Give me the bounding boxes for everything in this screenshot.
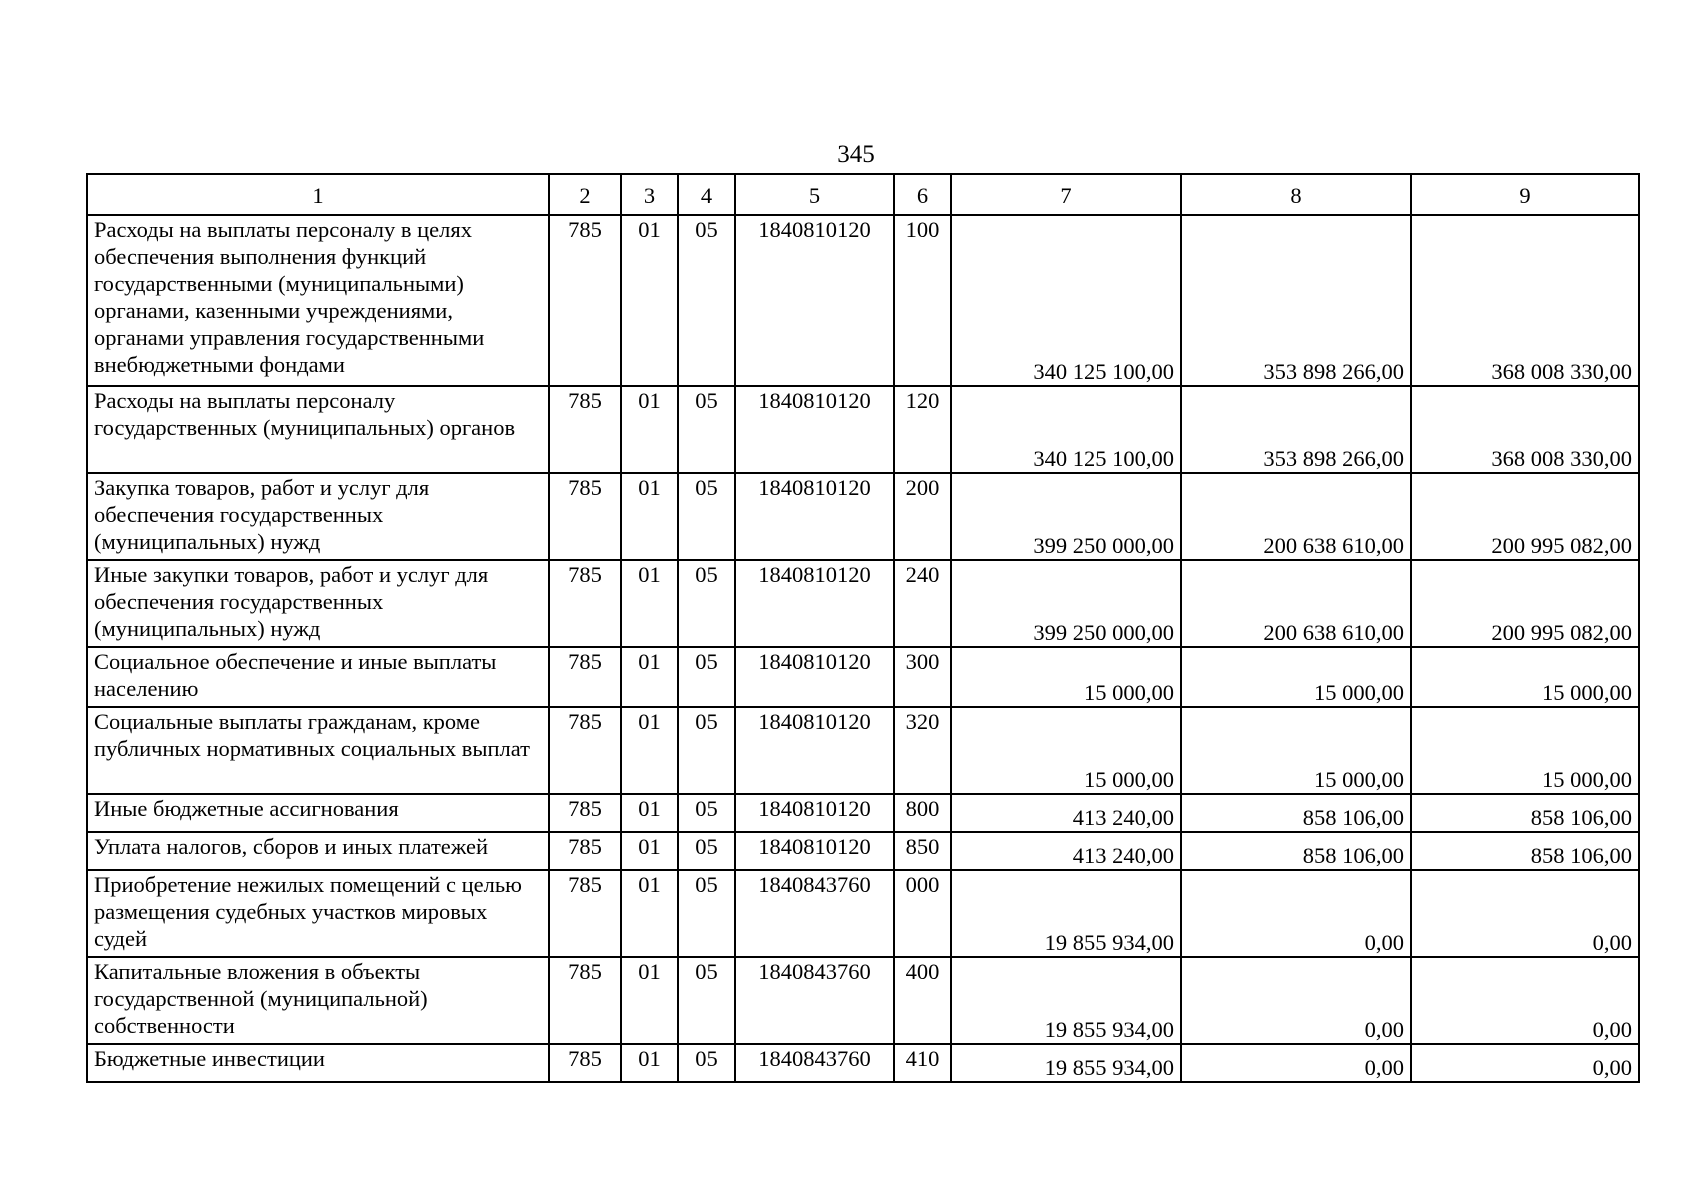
code-cell: 120 — [894, 386, 951, 473]
amount-cell: 399 250 000,00 — [951, 473, 1181, 560]
code-cell: 785 — [549, 870, 621, 957]
code-cell: 240 — [894, 560, 951, 647]
row-name: Закупка товаров, работ и услуг для обеспечения государственных (муниципальных) нужд — [87, 473, 549, 560]
table-row — [87, 957, 1639, 1044]
amount-cell: 15 000,00 — [1181, 647, 1411, 707]
code-cell: 05 — [678, 560, 735, 647]
amount-cell: 858 106,00 — [1411, 794, 1639, 832]
code-cell: 785 — [549, 647, 621, 707]
code-cell: 01 — [621, 215, 678, 386]
code-cell: 01 — [621, 870, 678, 957]
code-cell: 300 — [894, 647, 951, 707]
code-cell: 785 — [549, 794, 621, 832]
amount-cell: 200 638 610,00 — [1181, 473, 1411, 560]
amount-cell: 200 995 082,00 — [1411, 560, 1639, 647]
amount-cell: 0,00 — [1411, 957, 1639, 1044]
table-row — [87, 832, 1639, 870]
code-cell: 01 — [621, 794, 678, 832]
code-cell: 05 — [678, 647, 735, 707]
budget-table — [86, 173, 1640, 1083]
amount-cell: 368 008 330,00 — [1411, 215, 1639, 386]
code-cell: 1840810120 — [735, 832, 894, 870]
code-cell: 850 — [894, 832, 951, 870]
row-name: Социальное обеспечение и иные выплаты населению — [87, 647, 549, 707]
amount-cell: 340 125 100,00 — [951, 215, 1181, 386]
code-cell: 01 — [621, 957, 678, 1044]
amount-cell: 200 638 610,00 — [1181, 560, 1411, 647]
row-name: Капитальные вложения в объекты государственной (муниципальной) собственности — [87, 957, 549, 1044]
amount-cell: 200 995 082,00 — [1411, 473, 1639, 560]
code-cell: 785 — [549, 215, 621, 386]
amount-cell: 19 855 934,00 — [951, 957, 1181, 1044]
code-cell: 01 — [621, 1044, 678, 1082]
table-row — [87, 794, 1639, 832]
amount-cell: 15 000,00 — [1181, 707, 1411, 794]
code-cell: 05 — [678, 794, 735, 832]
row-name: Уплата налогов, сборов и иных платежей — [87, 832, 549, 870]
code-cell: 01 — [621, 832, 678, 870]
code-cell: 1840810120 — [735, 473, 894, 560]
code-cell: 1840810120 — [735, 794, 894, 832]
row-name: Социальные выплаты гражданам, кроме публичных нормативных социальных выплат — [87, 707, 549, 794]
amount-cell: 15 000,00 — [1411, 647, 1639, 707]
code-cell: 01 — [621, 560, 678, 647]
code-cell: 1840843760 — [735, 1044, 894, 1082]
code-cell: 01 — [621, 647, 678, 707]
code-cell: 785 — [549, 473, 621, 560]
amount-cell: 368 008 330,00 — [1411, 386, 1639, 473]
code-cell: 1840810120 — [735, 386, 894, 473]
code-cell: 785 — [549, 957, 621, 1044]
row-name: Расходы на выплаты персоналу государственных (муниципальных) органов — [87, 386, 549, 473]
column-header: 2 — [549, 174, 621, 215]
amount-cell: 19 855 934,00 — [951, 870, 1181, 957]
code-cell: 1840810120 — [735, 647, 894, 707]
amount-cell: 0,00 — [1181, 957, 1411, 1044]
amount-cell: 19 855 934,00 — [951, 1044, 1181, 1082]
column-header: 8 — [1181, 174, 1411, 215]
code-cell: 100 — [894, 215, 951, 386]
amount-cell: 858 106,00 — [1181, 794, 1411, 832]
amount-cell: 858 106,00 — [1181, 832, 1411, 870]
amount-cell: 15 000,00 — [1411, 707, 1639, 794]
code-cell: 01 — [621, 386, 678, 473]
column-header: 5 — [735, 174, 894, 215]
code-cell: 785 — [549, 1044, 621, 1082]
amount-cell: 413 240,00 — [951, 794, 1181, 832]
code-cell: 200 — [894, 473, 951, 560]
row-name: Бюджетные инвестиции — [87, 1044, 549, 1082]
amount-cell: 0,00 — [1181, 870, 1411, 957]
amount-cell: 15 000,00 — [951, 707, 1181, 794]
code-cell: 05 — [678, 1044, 735, 1082]
code-cell: 400 — [894, 957, 951, 1044]
amount-cell: 858 106,00 — [1411, 832, 1639, 870]
amount-cell: 0,00 — [1411, 870, 1639, 957]
amount-cell: 15 000,00 — [951, 647, 1181, 707]
code-cell: 05 — [678, 386, 735, 473]
code-cell: 1840810120 — [735, 215, 894, 386]
code-cell: 785 — [549, 560, 621, 647]
code-cell: 320 — [894, 707, 951, 794]
code-cell: 410 — [894, 1044, 951, 1082]
row-name: Приобретение нежилых помещений с целью размещения судебных участков мировых судей — [87, 870, 549, 957]
amount-cell: 353 898 266,00 — [1181, 215, 1411, 386]
amount-cell: 0,00 — [1181, 1044, 1411, 1082]
amount-cell: 413 240,00 — [951, 832, 1181, 870]
code-cell: 785 — [549, 707, 621, 794]
column-header: 4 — [678, 174, 735, 215]
table-row — [87, 647, 1639, 707]
code-cell: 1840843760 — [735, 870, 894, 957]
amount-cell: 353 898 266,00 — [1181, 386, 1411, 473]
code-cell: 05 — [678, 707, 735, 794]
amount-cell: 0,00 — [1411, 1044, 1639, 1082]
code-cell: 05 — [678, 215, 735, 386]
code-cell: 000 — [894, 870, 951, 957]
column-header: 1 — [87, 174, 549, 215]
code-cell: 05 — [678, 870, 735, 957]
code-cell: 05 — [678, 832, 735, 870]
code-cell: 01 — [621, 473, 678, 560]
column-header: 3 — [621, 174, 678, 215]
page-number: 345 — [837, 141, 875, 168]
code-cell: 785 — [549, 386, 621, 473]
code-cell: 785 — [549, 832, 621, 870]
table-row — [87, 560, 1639, 647]
table-row — [87, 870, 1639, 957]
column-header: 6 — [894, 174, 951, 215]
amount-cell: 340 125 100,00 — [951, 386, 1181, 473]
table-row — [87, 1044, 1639, 1082]
column-header: 7 — [951, 174, 1181, 215]
code-cell: 01 — [621, 707, 678, 794]
code-cell: 1840810120 — [735, 560, 894, 647]
table-row — [87, 707, 1639, 794]
table-row — [87, 386, 1639, 473]
amount-cell: 399 250 000,00 — [951, 560, 1181, 647]
header-row — [87, 174, 1639, 215]
code-cell: 05 — [678, 473, 735, 560]
code-cell: 1840810120 — [735, 707, 894, 794]
row-name: Иные закупки товаров, работ и услуг для обеспечения государственных (муниципальных) нужд — [87, 560, 549, 647]
table-row — [87, 473, 1639, 560]
row-name: Иные бюджетные ассигнования — [87, 794, 549, 832]
code-cell: 05 — [678, 957, 735, 1044]
row-name: Расходы на выплаты персоналу в целях обеспечения выполнения функций государственными (муниципальными) органами, казенными учреждениями, органами управления государственными внебюджетными фондами — [87, 215, 549, 386]
code-cell: 1840843760 — [735, 957, 894, 1044]
column-header: 9 — [1411, 174, 1639, 215]
table-row — [87, 215, 1639, 386]
code-cell: 800 — [894, 794, 951, 832]
